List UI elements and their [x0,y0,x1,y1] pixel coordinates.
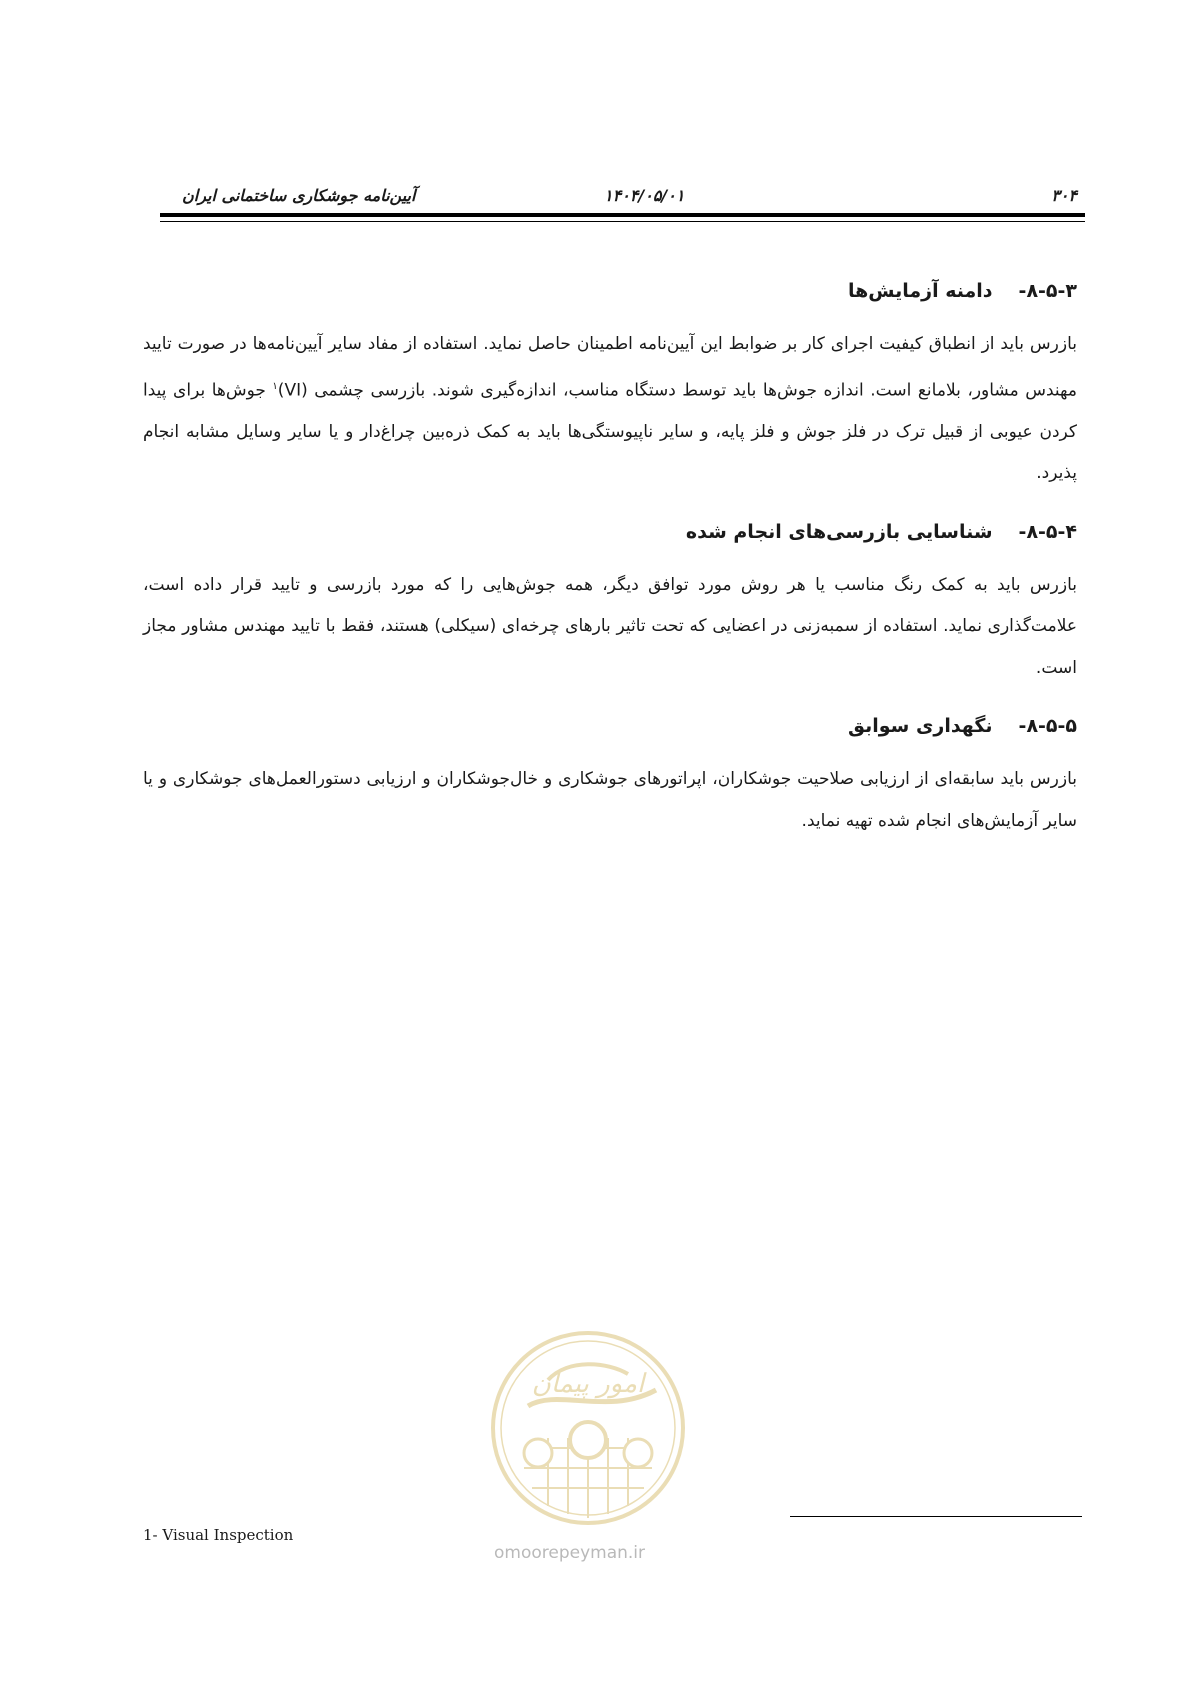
watermark-seal-logo [488,1328,688,1528]
section-title: نگهداری سوابق [847,715,993,738]
paragraph-text: بازرس باید از انطباق کیفیت اجرای کار بر ضوابط این آیین‌نامه اطمینان حاصل نماید. استفاده از مفاد سایر آیین‌نامه‌ها در صورت تایید مهندس مشاور، بلامانع است. اندازه جوش‌ها باید توسط دستگاه مناسب، اندازه‌گیری شوند. بازرسی چشمی (VI) [143,334,1077,401]
footnote-separator [790,1516,1082,1517]
page-header [160,186,1085,208]
section-paragraph-8-5-4: بازرس باید به کمک رنگ مناسب یا هر روش مورد توافق دیگر، همه جوش‌هایی را که مورد بازرسی و تایید قرار داده است، علامت‌گذاری نماید. استفاده از سمبه‌زنی در اعضایی که تحت تاثیر بارهای چرخه‌ای (سیکلی) هستند، فقط با تایید مهندس مشاور مجاز است. [143,574,1077,678]
page-number: ۳۰۴ [1051,186,1077,205]
watermark-url: omoorepeyman.ir [494,1543,646,1563]
section-heading-8-5-4 [143,517,1077,547]
section-number: ۸-۵-۵- [1018,715,1077,738]
header-date: ۱۴۰۴/۰۵/۰۱ [604,186,685,205]
footnote-reference[interactable]: ۱ [272,380,278,392]
section-number: ۸-۵-۴- [1018,520,1077,543]
page-body [143,276,1077,864]
footnote-text: 1- Visual Inspection [143,1526,294,1544]
section-number: ۸-۵-۳- [1018,280,1077,302]
header-rule-thick [160,213,1085,217]
seal-text: امور پیمان [531,1369,645,1399]
section-heading-8-5-5 [143,711,1077,741]
section-paragraph-8-5-5: بازرس باید سابقه‌ای از ارزیابی صلاحیت جوشکاران، اپراتورهای جوشکاری و خال‌جوشکاران و ارزیابی دستورالعمل‌های جوشکاری و یا سایر آزمایش‌های انجام شده تهیه نماید. [143,769,1077,831]
section-paragraph-8-5-3 [143,324,1077,495]
header-rule-thin [160,221,1085,222]
section-title: شناسایی بازرسی‌های انجام شده [685,520,993,543]
book-title: آیین‌نامه جوشکاری ساختمانی ایران [182,186,416,205]
section-heading-8-5-3 [143,276,1077,306]
paragraph-text: جوش‌ها برای پیدا کردن عیوبی از قبیل ترک در فلز جوش و فلز پایه، و سایر ناپیوستگی‌ها باید به کمک ذره‌بین چراغ‌دار و یا سایر وسایل مشابه انجام پذیرد. [143,380,1077,484]
section-title: دامنه آزمایش‌ها [847,280,993,302]
